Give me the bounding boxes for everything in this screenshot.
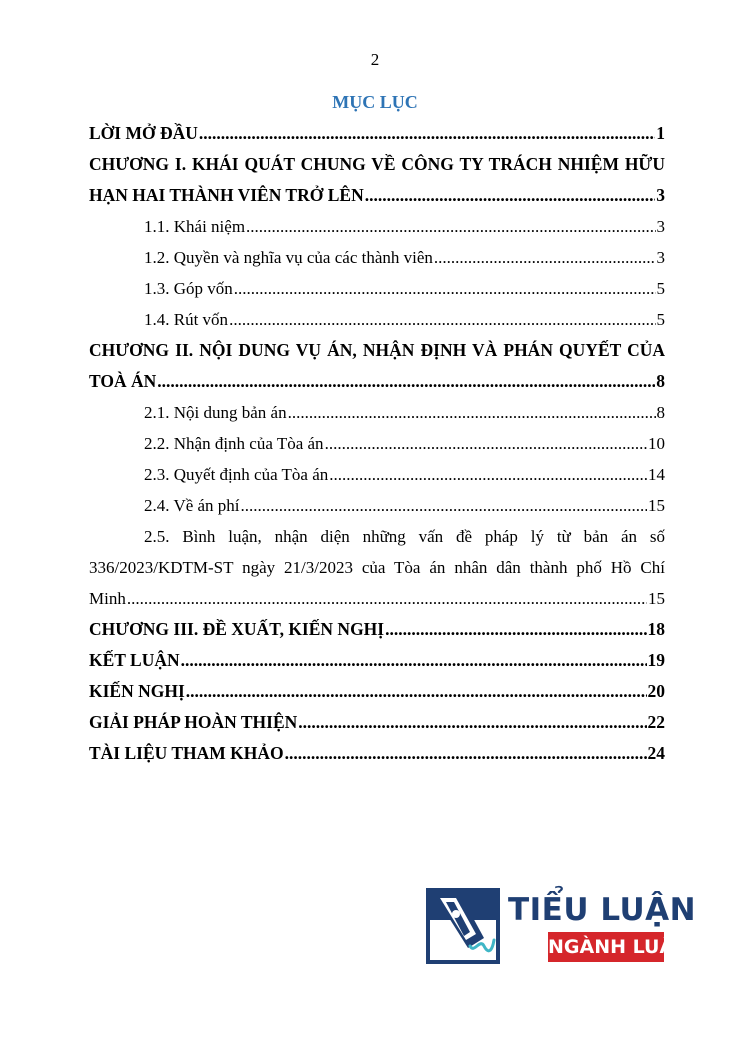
toc-entry-label: TÀI LIỆU THAM KHẢO — [89, 743, 284, 763]
toc-entry-label: 2.4. Về án phí — [144, 496, 240, 515]
dot-leader — [288, 397, 656, 428]
dot-leader — [298, 707, 646, 738]
toc-entry-label: 1.3. Góp vốn — [144, 279, 233, 298]
toc-entry-page: 10 — [648, 434, 665, 453]
toc-entry-label: LỜI MỞ ĐẦU — [89, 123, 198, 143]
dot-leader — [365, 180, 656, 211]
toc-entry-page: 14 — [648, 465, 665, 484]
toc-entry-1-2[interactable] — [89, 242, 665, 273]
toc-entry-page: 3 — [656, 185, 665, 205]
toc-entry-label: Minh — [89, 589, 126, 608]
toc-entry-chuong-3[interactable] — [89, 614, 665, 645]
toc-entry-page: 24 — [647, 743, 665, 763]
toc-entry-2-5[interactable] — [89, 583, 665, 614]
table-of-contents — [89, 118, 665, 769]
dot-leader — [246, 211, 655, 242]
toc-entry-2-5-line-1[interactable]: 2.5. Bình luận, nhận diện những vấn đề pháp lý từ bản án số — [144, 527, 665, 546]
dot-leader — [199, 118, 655, 149]
dot-leader — [157, 366, 655, 397]
dot-leader — [234, 273, 656, 304]
toc-entry-tai-lieu[interactable] — [89, 738, 665, 769]
toc-entry-chuong-2[interactable] — [89, 366, 665, 397]
toc-entry-page: 3 — [656, 217, 665, 236]
toc-entry-label: 2.2. Nhận định của Tòa án — [144, 434, 324, 453]
toc-entry-1-3[interactable] — [89, 273, 665, 304]
toc-entry-page: 8 — [656, 403, 665, 422]
toc-entry-page: 20 — [647, 681, 665, 701]
dot-leader — [385, 614, 646, 645]
logo-subtitle: NGÀNH LUẬT — [548, 932, 664, 962]
toc-entry-ket-luan[interactable] — [89, 645, 665, 676]
dot-leader — [329, 459, 647, 490]
toc-entry-label: 1.2. Quyền và nghĩa vụ của các thành viên — [144, 248, 433, 267]
toc-entry-label: 2.1. Nội dung bản án — [144, 403, 287, 422]
toc-entry-2-2[interactable] — [89, 428, 665, 459]
toc-entry-label: KIẾN NGHỊ — [89, 681, 185, 701]
toc-entry-label: HẠN HAI THÀNH VIÊN TRỞ LÊN — [89, 185, 364, 205]
toc-entry-label: TOÀ ÁN — [89, 371, 157, 391]
dot-leader — [181, 645, 647, 676]
dot-leader — [285, 738, 647, 769]
toc-entry-page: 15 — [648, 496, 665, 515]
toc-entry-label: GIẢI PHÁP HOÀN THIỆN — [89, 712, 298, 732]
toc-entry-page: 15 — [648, 589, 665, 608]
toc-entry-chuong-1[interactable] — [89, 180, 665, 211]
toc-entry-page: 3 — [656, 248, 665, 267]
toc-entry-loi-mo-dau[interactable] — [89, 118, 665, 149]
dot-leader — [241, 490, 647, 521]
toc-entry-1-1[interactable] — [89, 211, 665, 242]
toc-entry-page: 8 — [656, 371, 665, 391]
dot-leader — [434, 242, 656, 273]
toc-entry-label: 1.4. Rút vốn — [144, 310, 229, 329]
toc-entry-1-4[interactable] — [89, 304, 665, 335]
page-number: 2 — [370, 50, 380, 69]
dot-leader — [325, 428, 647, 459]
toc-entry-page: 5 — [656, 310, 665, 329]
toc-entry-label: KẾT LUẬN — [89, 650, 180, 670]
toc-entry-2-3[interactable] — [89, 459, 665, 490]
toc-entry-2-4[interactable] — [89, 490, 665, 521]
toc-entry-label: CHƯƠNG III. ĐỀ XUẤT, KIẾN NGHỊ — [89, 619, 385, 639]
dot-leader — [229, 304, 655, 335]
toc-entry-page: 22 — [647, 712, 665, 732]
brand-logo — [426, 888, 697, 966]
toc-entry-2-1[interactable] — [89, 397, 665, 428]
toc-entry-label: 2.3. Quyết định của Tòa án — [144, 465, 329, 484]
pen-nib-icon — [426, 888, 500, 964]
toc-entry-giai-phap[interactable] — [89, 707, 665, 738]
toc-entry-page: 5 — [656, 279, 665, 298]
toc-entry-page: 18 — [647, 619, 665, 639]
toc-title: MỤC LỤC — [332, 92, 418, 112]
toc-entry-page: 19 — [647, 650, 665, 670]
logo-title: TIỂU LUẬN — [508, 892, 697, 928]
dot-leader — [186, 676, 647, 707]
toc-entry-page: 1 — [656, 123, 665, 143]
dot-leader — [127, 583, 647, 614]
toc-entry-label: 1.1. Khái niệm — [144, 217, 246, 236]
toc-entry-kien-nghi[interactable] — [89, 676, 665, 707]
toc-entry-chuong-1-line-1[interactable]: CHƯƠNG I. KHÁI QUÁT CHUNG VỀ CÔNG TY TRÁCH NHIỆM HỮU — [89, 154, 665, 174]
toc-entry-2-5-line-2[interactable]: 336/2023/KDTM-ST ngày 21/3/2023 của Tòa án nhân dân thành phố Hồ Chí — [89, 558, 665, 577]
toc-entry-chuong-2-line-1[interactable]: CHƯƠNG II. NỘI DUNG VỤ ÁN, NHẬN ĐỊNH VÀ PHÁN QUYẾT CỦA — [89, 340, 665, 360]
